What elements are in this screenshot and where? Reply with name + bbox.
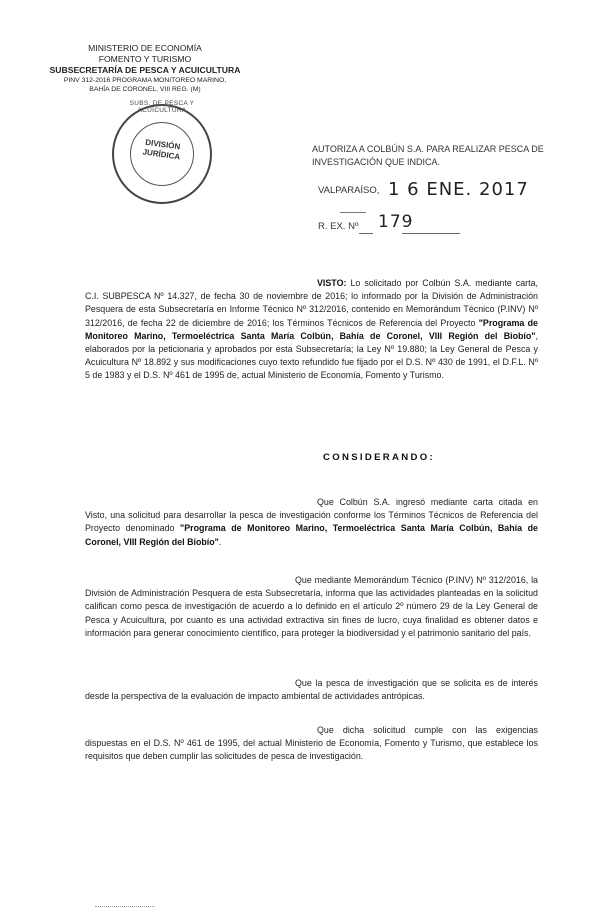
ministry-name: MINISTERIO DE ECONOMÍA (88, 43, 202, 53)
considerando-paragraph-1 (85, 496, 538, 549)
paragraph-1-project-name: "Programa de Monitoreo Marino, Termoeléctrica Santa María Colbún, Bahía de Coronel, VIII Región del Biobío" (85, 523, 538, 547)
considerando-paragraph-4: Que dicha solicitud cumple con las exigencias dispuestas en el D.S. Nº 461 de 1995, del actual Ministerio de Economía, Fomento y Turismo, que establece los requisitos que deben cumplir las solicitudes de pesca de investigación. (85, 725, 538, 762)
visto-project-name: "Programa de Monitoreo Marino, Termoeléctrica Santa María Colbún, Bahía de Coronel, VIII Región del Biobío" (85, 317, 538, 341)
undersecretariat-name: SUBSECRETARÍA DE PESCA Y ACUICULTURA (49, 65, 241, 75)
visto-paragraph (85, 277, 538, 383)
resolution-number: 179 (378, 212, 414, 232)
resolution-subject: AUTORIZA A COLBÚN S.A. PARA REALIZAR PESCA DE INVESTIGACIÓN QUE INDICA. (312, 144, 544, 167)
considerando-heading: CONSIDERANDO: (323, 452, 435, 463)
visto-text-a: Lo solicitado por Colbún S.A. mediante carta, C.I. SUBPESCA Nº 14.327, de fecha 30 de noviembre de 2016; lo informado por la División de Administración Pesquera de esta Subsecretaría en Informe Técnico Nº 312/2016, contenido en Memorándum Técnico (P.INV) Nº 312/2016, de fecha 22 de diciembre de 2016; los Términos Técnicos de Referencia del Proyecto (85, 278, 538, 328)
stamp-ring-text: SUBS. DE PESCA Y ACUICULTURA (129, 100, 195, 114)
paragraph-1-text-a: Que Colbún S.A. ingresó mediante carta citada en Visto, una solicitud para desarrollar la pesca de investigación conforme los Términos Técnicos de Referencia del Proyecto denominado (85, 497, 538, 534)
stamp-center-text: DIVISIÓN JURÍDICA (142, 137, 181, 162)
resolution-number-label: R. EX. Nº (318, 221, 359, 232)
divider (359, 233, 373, 234)
visto-text-b: , elaborados por la peticionaria y aprobados por esta Subsecretaría; la Ley Nº 19.880; la Ley General de Pesca y Acuicultura Nº 18.892 y sus modificaciones cuyo texto refundido fue fijado por el D.S. Nº 430 de 1991, el D.F.L. Nº 5 de 1983 y el D.S. Nº 461 de 1995 de, actual Ministerio de Economía, Fomento y Turismo. (85, 330, 538, 381)
visto-label: VISTO: (317, 278, 347, 288)
considerando-paragraph-3: Que la pesca de investigación que se solicita es de interés desde la perspectiva de la evaluación de impacto ambiental de actividades antrópicas. (85, 678, 538, 702)
file-reference-line1: PINV 312-2016 PROGRAMA MONITOREO MARINO, (63, 77, 227, 84)
ministry-subtitle: FOMENTO Y TURISMO (98, 54, 192, 64)
file-reference-line2: BAHÍA DE CORONEL, VIII REG. (M) (89, 86, 201, 93)
footer-mark (95, 906, 155, 907)
divider (340, 212, 366, 213)
divider (402, 233, 460, 234)
resolution-date: 1 6 ENE. 2017 (388, 179, 529, 200)
paragraph-1-text-b: . (218, 536, 222, 547)
considerando-paragraph-2: Que mediante Memorándum Técnico (P.INV) Nº 312/2016, la División de Administración Pesquera de esta Subsecretaría, informa que las actividades planteadas en la solicitud califican como pesca de investigación de acuerdo a lo definido en el artículo 2º número 29 de la Ley General de Pesca y Acuicultura, por cuanto es una actividad extractiva sin fines de lucro, cuya finalidad es obtener datos e información para generar conocimiento científico, para proteger la biodiversidad y el patrimonio sanitario del país. (85, 575, 538, 638)
place-label: VALPARAÍSO, (318, 185, 380, 196)
letterhead (30, 43, 260, 94)
